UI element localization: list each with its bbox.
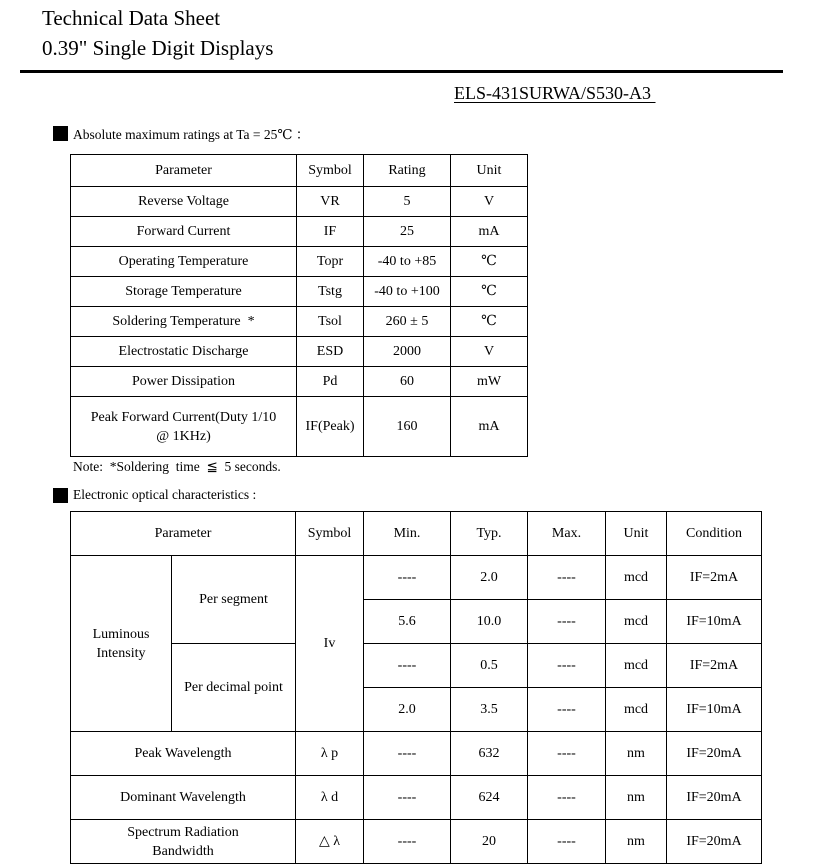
col-header: Typ.	[451, 512, 528, 556]
table-cell: 2.0	[451, 556, 528, 600]
table-cell: ℃	[451, 247, 528, 277]
col-header: Unit	[451, 155, 528, 187]
table-cell: IF=2mA	[667, 556, 762, 600]
table-cell: Dominant Wavelength	[71, 776, 296, 820]
optical-table	[70, 511, 762, 864]
table-cell: mcd	[606, 688, 667, 732]
col-header: Rating	[364, 155, 451, 187]
col-header: Unit	[606, 512, 667, 556]
table-cell: 25	[364, 217, 451, 247]
table-cell: Spectrum Radiation Bandwidth	[71, 820, 296, 864]
table-cell: ----	[364, 556, 451, 600]
part-number: ELS-431SURWA/S530-A3	[454, 83, 656, 103]
table-cell: ℃	[451, 277, 528, 307]
table-row	[71, 397, 528, 457]
table-cell: Tsol	[297, 307, 364, 337]
table-cell: IF	[297, 217, 364, 247]
table-cell: nm	[606, 820, 667, 864]
col-header: Parameter	[71, 155, 297, 187]
table-cell: λ d	[296, 776, 364, 820]
table-row	[71, 187, 528, 217]
table-cell: IF=20mA	[667, 732, 762, 776]
table-cell: mW	[451, 367, 528, 397]
col-header: Condition	[667, 512, 762, 556]
table-cell: IF=20mA	[667, 820, 762, 864]
table-cell: Tstg	[297, 277, 364, 307]
table-cell: 10.0	[451, 600, 528, 644]
table-cell: ----	[528, 732, 606, 776]
col-header: Parameter	[71, 512, 296, 556]
table-row	[71, 820, 762, 864]
table-cell: IF=2mA	[667, 644, 762, 688]
table-cell: 0.5	[451, 644, 528, 688]
table-cell: Power Dissipation	[71, 367, 297, 397]
optical-heading-text: Electronic optical characteristics :	[73, 487, 257, 502]
table-cell: -40 to +100	[364, 277, 451, 307]
table-row	[71, 307, 528, 337]
table-cell: 5	[364, 187, 451, 217]
table-cell: ----	[528, 688, 606, 732]
table-row	[71, 247, 528, 277]
per-decimal-point-label: Per decimal point	[172, 644, 296, 732]
table-cell: ----	[528, 556, 606, 600]
table-cell: mcd	[606, 644, 667, 688]
table-cell: mA	[451, 397, 528, 457]
table-row	[71, 217, 528, 247]
abs-ratings-heading-text: Absolute maximum ratings at Ta = 25℃ ：	[73, 127, 310, 142]
table-cell: Operating Temperature	[71, 247, 297, 277]
table-cell: IF(Peak)	[297, 397, 364, 457]
table-cell: 20	[451, 820, 528, 864]
table-cell: nm	[606, 776, 667, 820]
table-cell: 60	[364, 367, 451, 397]
document-header	[42, 3, 273, 63]
table-cell: 160	[364, 397, 451, 457]
table-cell: 2000	[364, 337, 451, 367]
table-cell: IF=10mA	[667, 600, 762, 644]
soldering-note: Note: *Soldering time ≦ 5 seconds.	[73, 459, 281, 474]
table-cell: λ p	[296, 732, 364, 776]
table-cell: VR	[297, 187, 364, 217]
table-cell: ----	[528, 820, 606, 864]
table-cell: Peak Wavelength	[71, 732, 296, 776]
table-cell: ----	[364, 820, 451, 864]
table-row	[71, 644, 762, 688]
table-cell: V	[451, 337, 528, 367]
table-cell: Reverse Voltage	[71, 187, 297, 217]
table-row	[71, 367, 528, 397]
table-row	[71, 337, 528, 367]
doc-title: Technical Data Sheet	[42, 6, 221, 30]
col-header: Max.	[528, 512, 606, 556]
luminous-intensity-label: Luminous Intensity	[71, 556, 172, 732]
table-cell: ESD	[297, 337, 364, 367]
header-rule	[20, 70, 783, 73]
table-cell: ----	[364, 776, 451, 820]
table-cell: mcd	[606, 556, 667, 600]
table-cell: 260 ± 5	[364, 307, 451, 337]
table-cell: 2.0	[364, 688, 451, 732]
table-header-row	[71, 512, 762, 556]
table-cell: 3.5	[451, 688, 528, 732]
table-cell: ----	[528, 776, 606, 820]
table-cell: Soldering Temperature *	[71, 307, 297, 337]
table-cell: mA	[451, 217, 528, 247]
table-cell: Peak Forward Current(Duty 1/10 @ 1KHz)	[71, 397, 297, 457]
doc-subtitle: 0.39" Single Digit Displays	[42, 36, 274, 60]
table-row	[71, 732, 762, 776]
table-cell: ----	[364, 644, 451, 688]
square-bullet-icon	[53, 488, 68, 503]
optical-heading	[53, 487, 256, 503]
table-cell: IF=10mA	[667, 688, 762, 732]
abs-ratings-heading	[53, 123, 309, 143]
table-header-row	[71, 155, 528, 187]
table-cell: 5.6	[364, 600, 451, 644]
table-cell: 624	[451, 776, 528, 820]
abs-ratings-table	[70, 154, 528, 457]
table-cell: Electrostatic Discharge	[71, 337, 297, 367]
table-row	[71, 277, 528, 307]
luminous-symbol: Iv	[296, 556, 364, 732]
per-segment-label: Per segment	[172, 556, 296, 644]
table-cell: Topr	[297, 247, 364, 277]
col-header: Symbol	[296, 512, 364, 556]
col-header: Symbol	[297, 155, 364, 187]
table-cell: Forward Current	[71, 217, 297, 247]
table-cell: mcd	[606, 600, 667, 644]
table-cell: -40 to +85	[364, 247, 451, 277]
table-cell: V	[451, 187, 528, 217]
square-bullet-icon	[53, 126, 68, 141]
table-row	[71, 556, 762, 600]
table-cell: 632	[451, 732, 528, 776]
table-cell: IF=20mA	[667, 776, 762, 820]
col-header: Min.	[364, 512, 451, 556]
table-cell: Pd	[297, 367, 364, 397]
table-cell: ----	[528, 600, 606, 644]
table-cell: △ λ	[296, 820, 364, 864]
table-cell: ----	[364, 732, 451, 776]
table-cell: ----	[528, 644, 606, 688]
table-row	[71, 776, 762, 820]
table-cell: ℃	[451, 307, 528, 337]
table-cell: Storage Temperature	[71, 277, 297, 307]
table-cell: nm	[606, 732, 667, 776]
